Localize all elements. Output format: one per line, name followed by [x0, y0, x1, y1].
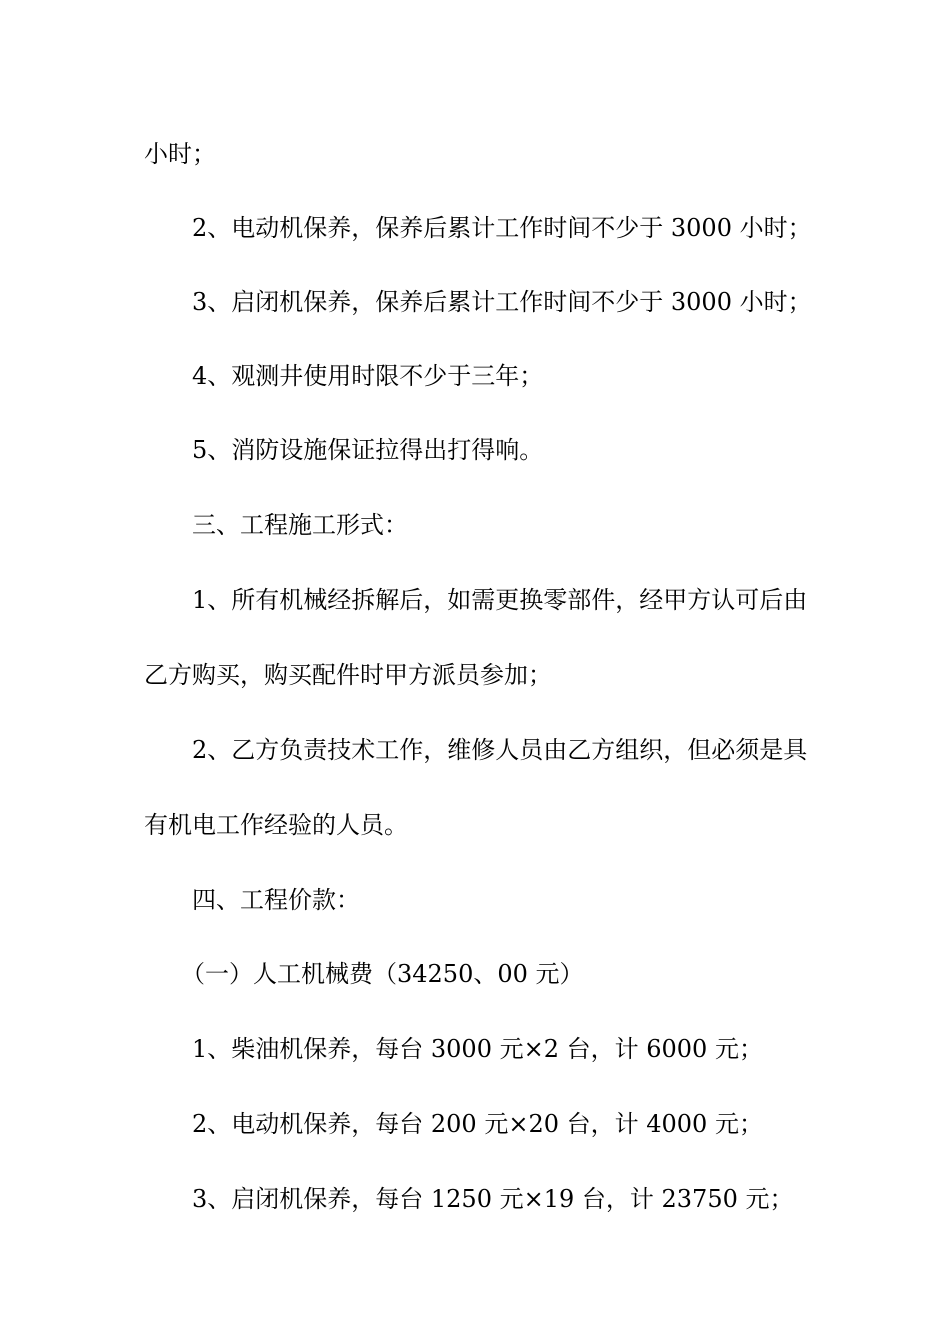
text-line: 2、电动机保养，每台 200 元×20 台，计 4000 元；: [192, 1110, 763, 1138]
text-line: 2、乙方负责技术工作，维修人员由乙方组织，但必须是具: [192, 736, 808, 764]
text-line: 2、电动机保养，保养后累计工作时间不少于 3000 小时；: [192, 214, 812, 242]
text-line: 1、所有机械经拆解后，如需更换零部件，经甲方认可后由: [192, 586, 808, 614]
section-heading: 四、工程价款：: [192, 886, 360, 914]
text-line: 4、观测井使用时限不少于三年；: [192, 362, 544, 390]
text-line: 5、消防设施保证拉得出打得响。: [192, 436, 544, 464]
text-line: 3、启闭机保养，保养后累计工作时间不少于 3000 小时；: [192, 288, 812, 316]
text-line: 小时；: [144, 140, 216, 168]
text-line: 1、柴油机保养，每台 3000 元×2 台，计 6000 元；: [192, 1035, 763, 1063]
text-line: 乙方购买，购买配件时甲方派员参加；: [144, 661, 552, 689]
text-line: 有机电工作经验的人员。: [144, 811, 408, 839]
text-line: 3、启闭机保养，每台 1250 元×19 台，计 23750 元；: [192, 1185, 794, 1213]
section-heading: 三、工程施工形式：: [192, 511, 408, 539]
subsection-heading: （一）人工机械费（34250、00 元）: [181, 960, 584, 988]
